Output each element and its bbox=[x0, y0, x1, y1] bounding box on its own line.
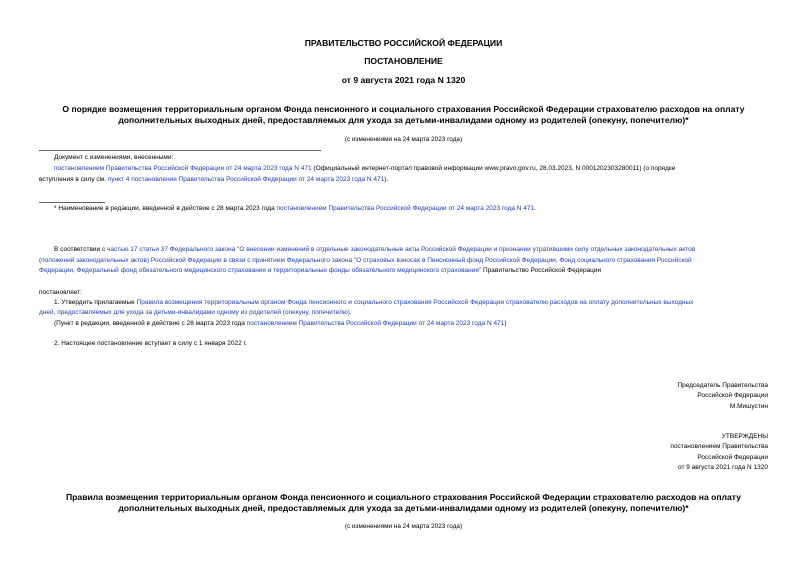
signature-country: Российской Федерации bbox=[697, 392, 768, 400]
amendment-end: ). bbox=[384, 176, 389, 183]
rules-link-cont[interactable]: дней, предоставляемых для ухода за детьми-инвалидами одному из родителей (опекуну, попечителю) bbox=[39, 309, 350, 316]
point-1-note bbox=[54, 319, 770, 329]
document-title-line2: дополнительных выходных дней, предоставляемых для ухода за детьми-инвалидами одному из родителей (опекуну, попечителю)* bbox=[118, 115, 689, 125]
point-1-line1 bbox=[54, 298, 770, 308]
signature-position: Председатель Правительства bbox=[677, 382, 768, 389]
law-link-cont2[interactable]: Федерации, Федеральный фонд обязательного медицинского страхования и территориальные фонды обязательного медицинского страхования" bbox=[39, 267, 482, 274]
point-2: 2. Настоящее постановление вступает в силу с 1 января 2022 г. bbox=[54, 340, 247, 347]
point-1-line2 bbox=[39, 308, 770, 318]
footnote-divider bbox=[39, 202, 105, 203]
rules-title-line1: Правила возмещения территориальным органом Фонда пенсионного и социального страхования Российской Федерации страхователю расходов на оплату bbox=[65, 492, 741, 502]
approved-label: УТВЕРЖДЕНЫ bbox=[721, 433, 768, 440]
rules-changes-note: (с изменениями на 24 марта 2023 года) bbox=[344, 523, 463, 530]
preamble-end: Правительство Российской Федерации bbox=[481, 267, 602, 274]
footnote-text: * Наименование в редакции, введенной в действие с 28 марта 2023 года bbox=[54, 205, 277, 212]
amendments-text bbox=[54, 164, 769, 174]
decides-label: постановляет: bbox=[39, 289, 82, 296]
amendment-source: (Официальный интернет-портал правовой информации www.pravo.gov.ru, 28.03.2023, N 0001202303280011) (о порядке bbox=[311, 165, 676, 172]
rules-link[interactable]: Правила возмещения территориальным органом Фонда пенсионного и социального страхования Российской Федерации страхователю расходов на оплату дополнительных выходных bbox=[136, 299, 694, 306]
document-type: ПОСТАНОВЛЕНИЕ bbox=[364, 56, 443, 66]
approved-country: Российской Федерации bbox=[697, 453, 768, 461]
amendments-label: Документ с изменениями, внесенными: bbox=[54, 154, 174, 161]
footnote bbox=[54, 204, 768, 214]
amendment-link-471[interactable]: постановлением Правительства Российской Федерации от 24 марта 2023 года N 471 bbox=[54, 165, 312, 172]
approved-date: от 9 августа 2021 года N 1320 bbox=[677, 463, 768, 471]
amendments-text-2 bbox=[39, 175, 769, 185]
rules-title-line2: дополнительных выходных дней, предоставляемых для ухода за детьми-инвалидами одному из родителей (опекуну, попечителю)* bbox=[118, 503, 689, 513]
changes-note: (с изменениями на 24 марта 2023 года) bbox=[344, 136, 463, 143]
amendment-effect-prefix: вступления в силу см. bbox=[39, 176, 108, 183]
preamble-line3 bbox=[39, 266, 770, 276]
approved-block bbox=[560, 432, 768, 473]
government-heading: ПРАВИТЕЛЬСТВО РОССИЙСКОЙ ФЕДЕРАЦИИ bbox=[304, 38, 503, 48]
document-date-number: от 9 августа 2021 года N 1320 bbox=[341, 75, 466, 85]
signature-name: М.Мишустин bbox=[729, 402, 768, 410]
point-1-note-link[interactable]: постановлением Правительства Российской Федерации от 24 марта 2023 года N 471 bbox=[246, 320, 505, 327]
footnote-end: . bbox=[534, 205, 536, 212]
approved-by: постановлением Правительства bbox=[670, 443, 768, 451]
footnote-link-471[interactable]: постановлением Правительства Российской Федерации от 24 марта 2023 года N 471 bbox=[276, 205, 535, 212]
rules-title bbox=[0, 492, 807, 514]
amendments-divider bbox=[39, 150, 321, 151]
law-link-cont[interactable]: (положений законодательных актов) Российской Федерации в связи с принятием Федерального закона "О страховых взносах в Пенсионный фонд Российской Федерации, Фонд социального страхования Российской bbox=[39, 257, 692, 264]
law-link[interactable]: частью 17 статьи 37 Федерального закона "О внесении изменений в отдельные законодательные акты Российской Федерации и признании утратившими силу отдельных законодательных актов bbox=[107, 246, 696, 253]
point-1-note-start: (Пункт в редакции, введенной в действие с 28 марта 2023 года bbox=[54, 320, 247, 327]
signature-block bbox=[560, 381, 768, 412]
preamble-start: В соответствии с bbox=[54, 246, 108, 253]
preamble-line1 bbox=[54, 245, 770, 255]
document-title-line1: О порядке возмещения территориальным органом Фонда пенсионного и социального страхования Российской Федерации страхователю расходов на оплату bbox=[62, 104, 745, 114]
point-1-note-end: ) bbox=[504, 320, 507, 327]
document-title bbox=[0, 104, 807, 126]
preamble-line2 bbox=[39, 256, 770, 266]
amendment-link-point4[interactable]: пункт 4 постановления Правительства Российской Федерации от 24 марта 2023 года N 471 bbox=[107, 176, 385, 183]
point-1-start: 1. Утвердить прилагаемые bbox=[54, 299, 137, 306]
point-1-end: . bbox=[349, 309, 352, 316]
